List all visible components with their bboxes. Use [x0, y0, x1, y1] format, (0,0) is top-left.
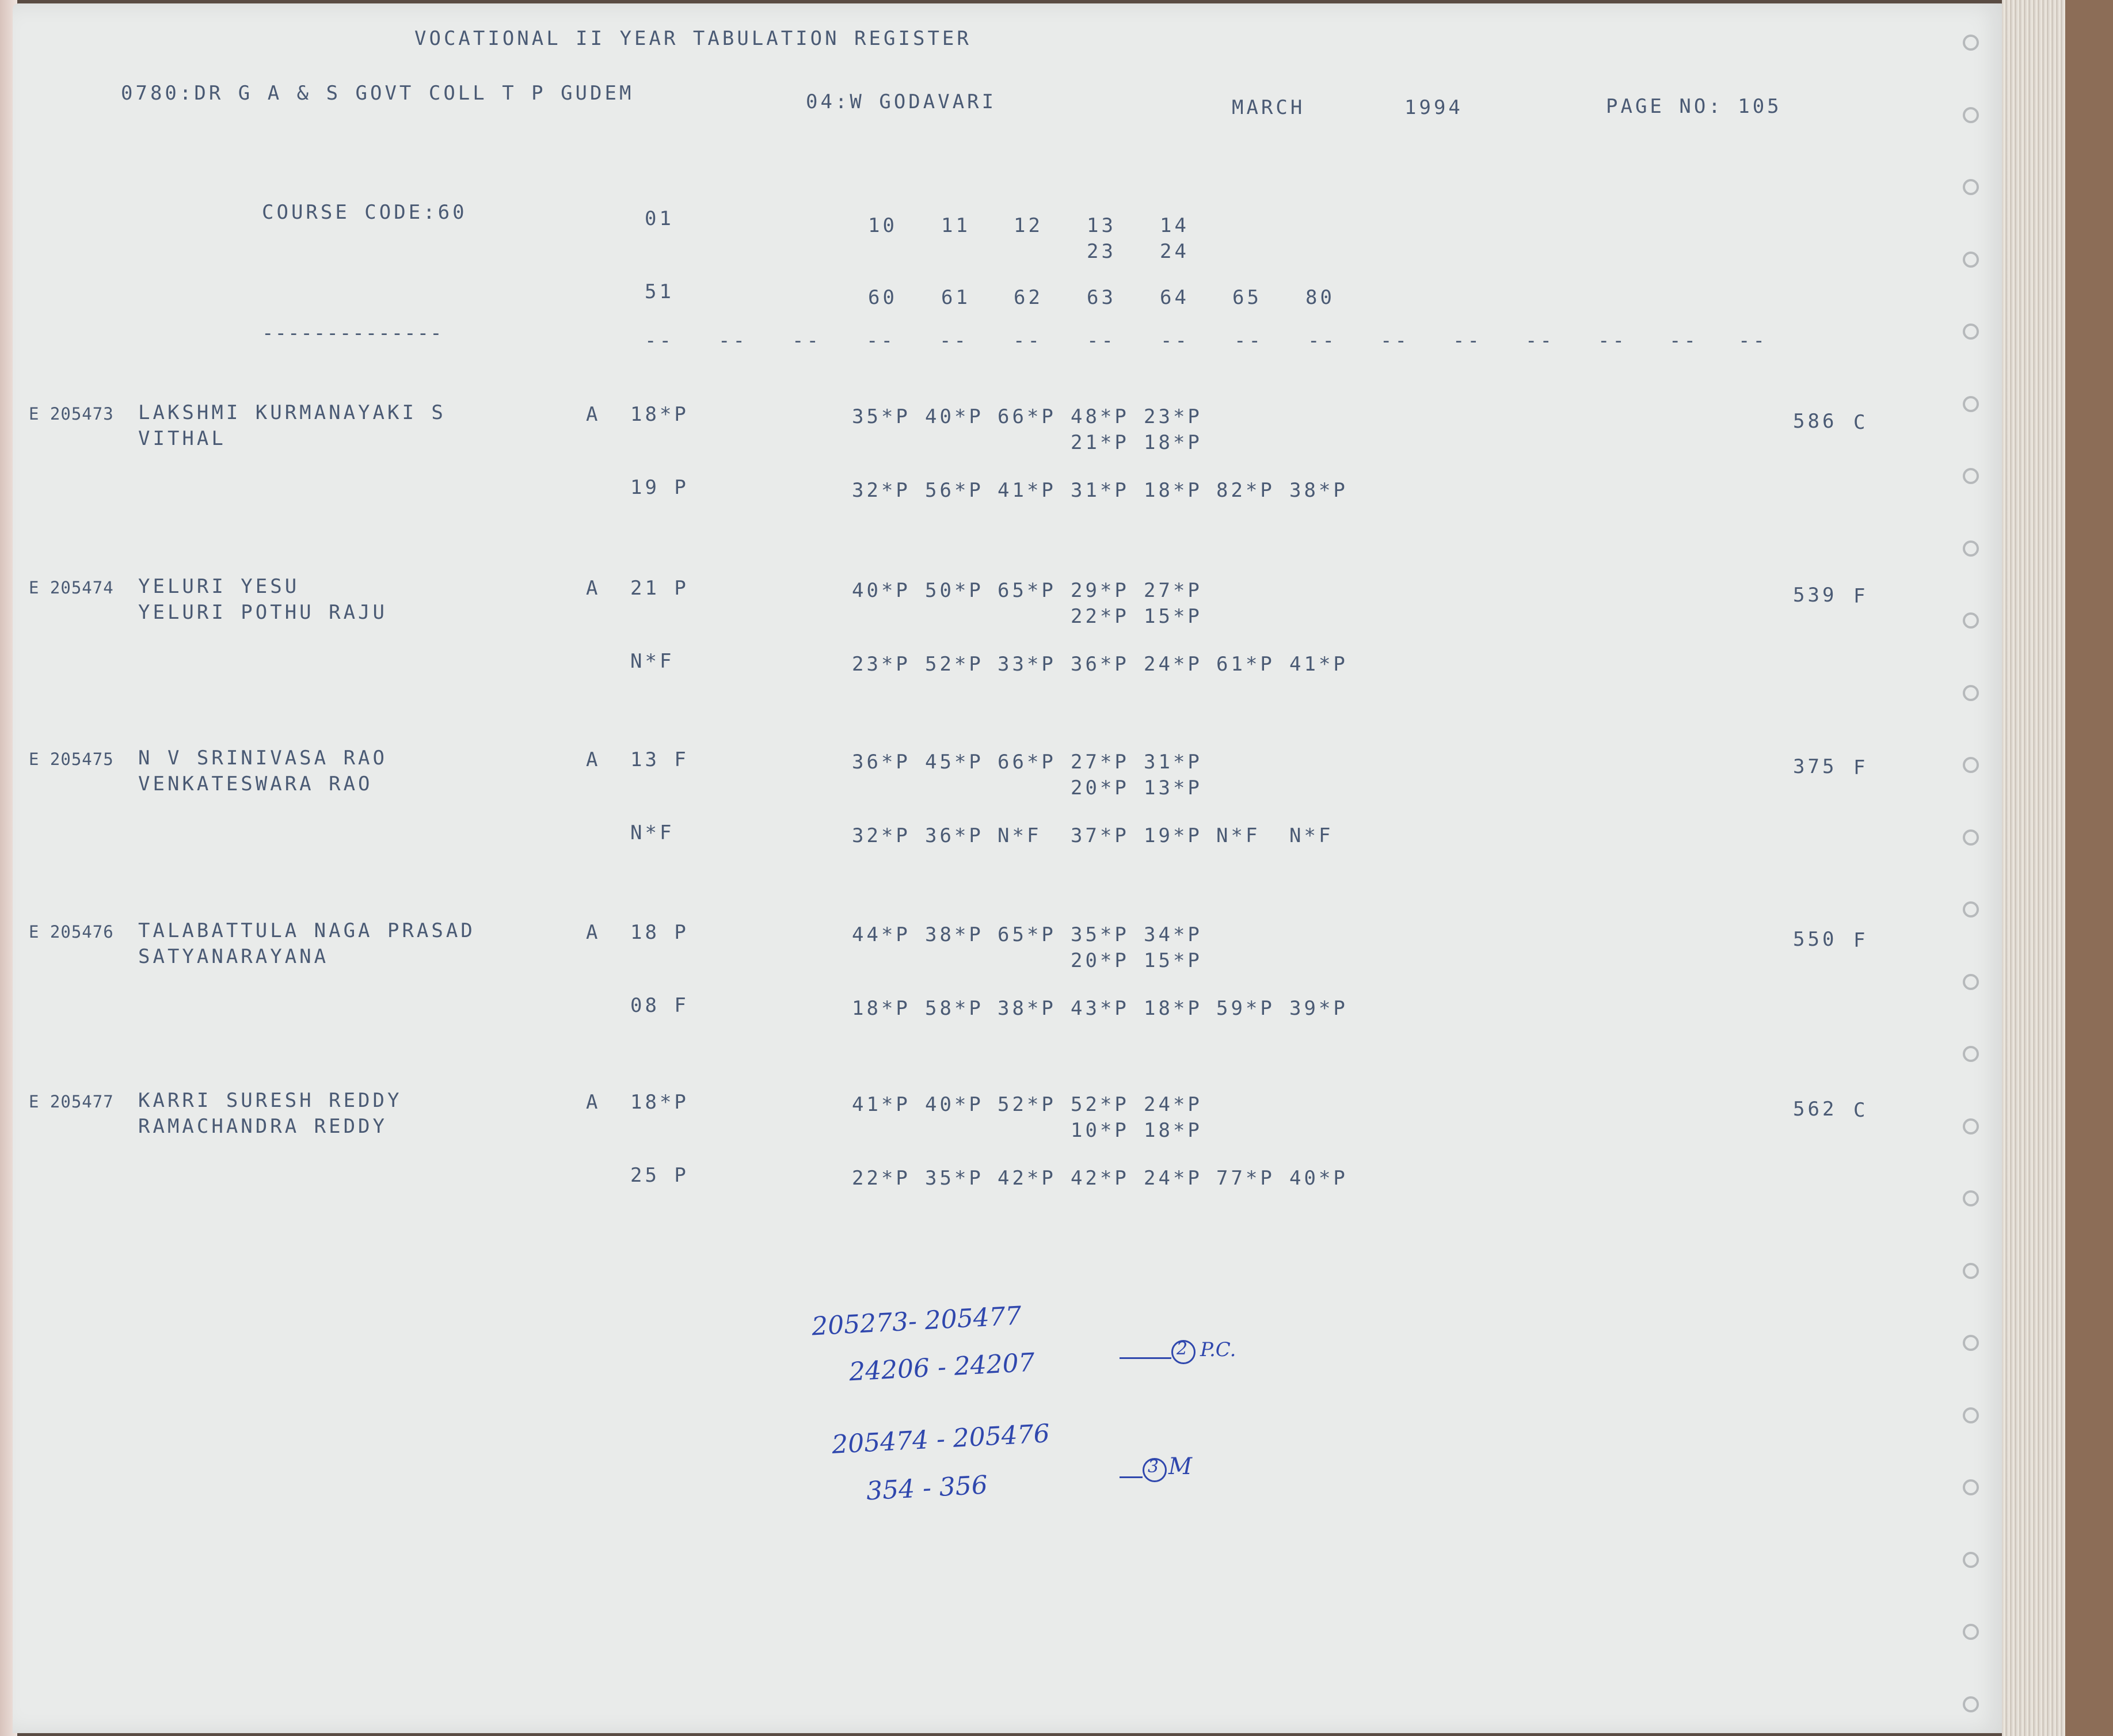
grade: A	[586, 921, 601, 944]
subject-mark: 36*P	[925, 824, 984, 847]
handwritten-dash-1	[1120, 1357, 1171, 1359]
subject-mark: 27*P	[1071, 751, 1129, 774]
subject-mark: 40*P	[925, 1093, 984, 1116]
subject-mark: 13*P	[1144, 776, 1202, 800]
subject-mark: 22*P	[1071, 605, 1129, 628]
subject-mark: 40*P	[1289, 1167, 1348, 1190]
subject-mark: 18*P	[1144, 997, 1202, 1020]
column-dash: --	[1160, 329, 1190, 352]
mark-second-subject: N*F	[630, 650, 675, 673]
subject-mark: 36*P	[1071, 653, 1129, 676]
subject-mark: 50*P	[925, 579, 984, 602]
punch-hole	[1963, 1624, 1979, 1640]
subject-mark: 20*P	[1071, 776, 1129, 800]
subject-mark: 58*P	[925, 997, 984, 1020]
subject-mark: 24*P	[1144, 653, 1202, 676]
subject-mark: 24*P	[1144, 1093, 1202, 1116]
subject-mark: 65*P	[998, 579, 1056, 602]
subject-mark: 15*P	[1144, 605, 1202, 628]
total-marks: 375	[1793, 755, 1837, 778]
column-dash: --	[1669, 329, 1699, 352]
subject-mark: 23*P	[1144, 405, 1202, 428]
course-code-cell: 60	[868, 286, 897, 309]
subject-mark: 38*P	[1289, 479, 1348, 502]
course-code-cell: 14	[1160, 214, 1189, 237]
register-page	[13, 3, 2004, 1733]
handwritten-circle-1-number: 2	[1177, 1339, 1188, 1359]
punch-hole	[1963, 974, 1979, 990]
punch-hole	[1963, 1479, 1979, 1495]
parent-name: SATYANARAYANA	[138, 945, 329, 968]
course-code-cell: 23	[1087, 240, 1116, 263]
course-code-cell: 10	[868, 214, 897, 237]
punch-hole	[1963, 468, 1979, 484]
subject-mark: 18*P	[1144, 431, 1202, 454]
parent-name: RAMACHANDRA REDDY	[138, 1115, 387, 1138]
subject-mark: 82*P	[1216, 479, 1275, 502]
course-line2: 51	[645, 280, 674, 303]
student-id: E 205477	[29, 1092, 114, 1111]
mark-second-subject: 25 P	[630, 1164, 689, 1187]
subject-mark: N*F	[1216, 824, 1261, 847]
subject-mark: 21*P	[1071, 431, 1129, 454]
subject-mark: N*F	[998, 824, 1042, 847]
mark-first-subject: 18*P	[630, 1091, 689, 1114]
mark-second-subject: N*F	[630, 821, 675, 844]
result-code: C	[1853, 411, 1868, 434]
course-code-cell: 24	[1160, 240, 1189, 263]
subject-mark: 27*P	[1144, 579, 1202, 602]
punch-hole	[1963, 612, 1979, 629]
student-name: YELURI YESU	[138, 575, 300, 598]
handwritten-note-2: M	[1168, 1453, 1192, 1480]
subject-mark: 32*P	[852, 479, 911, 502]
subject-mark: 42*P	[998, 1167, 1056, 1190]
student-name: N V SRINIVASA RAO	[138, 747, 387, 770]
total-marks: 550	[1793, 928, 1837, 951]
subject-mark: 39*P	[1289, 997, 1348, 1020]
handwritten-range-1b: 24206 - 24207	[848, 1347, 1035, 1387]
course-code-cell: 80	[1305, 286, 1335, 309]
parent-name: VITHAL	[138, 427, 226, 450]
mark-second-subject: 19 P	[630, 476, 689, 499]
punch-hole	[1963, 323, 1979, 340]
punch-hole	[1963, 1407, 1979, 1423]
subject-mark: 52*P	[1071, 1093, 1129, 1116]
punch-hole	[1963, 252, 1979, 268]
punch-hole	[1963, 1552, 1979, 1568]
parent-name: YELURI POTHU RAJU	[138, 601, 387, 624]
result-code: F	[1853, 929, 1868, 952]
subject-mark: 24*P	[1144, 1167, 1202, 1190]
column-dash: --	[1308, 329, 1337, 352]
mark-first-subject: 13 F	[630, 748, 689, 771]
column-dash: --	[1380, 329, 1410, 352]
punch-hole	[1963, 35, 1979, 51]
subject-mark: 18*P	[1144, 479, 1202, 502]
subject-mark: 38*P	[925, 923, 984, 946]
course-code-cell: 61	[941, 286, 970, 309]
grade: A	[586, 403, 601, 426]
student-id: E 205476	[29, 922, 114, 942]
mark-first-subject: 21 P	[630, 577, 689, 600]
course-code-cell: 13	[1087, 214, 1116, 237]
course-code-cell: 11	[941, 214, 970, 237]
course-code-cell: 12	[1014, 214, 1043, 237]
course-code-label: COURSE CODE:60	[262, 201, 467, 224]
column-dash: --	[1234, 329, 1263, 352]
course-code-cell: 65	[1232, 286, 1262, 309]
handwritten-dash-2	[1120, 1476, 1143, 1478]
column-dash: --	[792, 329, 821, 352]
parent-name: VENKATESWARA RAO	[138, 772, 373, 795]
course-code-cell: 63	[1087, 286, 1116, 309]
course-line1: 01	[645, 207, 674, 230]
subject-mark: 31*P	[1071, 479, 1129, 502]
result-code: F	[1853, 585, 1868, 608]
total-marks: 562	[1793, 1098, 1837, 1121]
course-code-cell: 62	[1014, 286, 1043, 309]
punch-hole	[1963, 1335, 1979, 1351]
exam-month: MARCH	[1232, 96, 1305, 119]
punch-hole	[1963, 1263, 1979, 1279]
subject-mark: 36*P	[852, 751, 911, 774]
student-name: KARRI SURESH REDDY	[138, 1089, 402, 1112]
punch-hole	[1963, 107, 1979, 123]
subject-mark: 18*P	[1144, 1119, 1202, 1142]
subject-mark: N*F	[1289, 824, 1334, 847]
student-id: E 205473	[29, 404, 114, 424]
subject-mark: 61*P	[1216, 653, 1275, 676]
subject-mark: 66*P	[998, 405, 1056, 428]
student-id: E 205475	[29, 749, 114, 769]
grade: A	[586, 748, 601, 771]
handwritten-range-1: 205273- 205477	[810, 1301, 1022, 1342]
punch-hole	[1963, 1696, 1979, 1712]
subject-mark: 40*P	[852, 579, 911, 602]
course-code-cell: 64	[1160, 286, 1189, 309]
column-dash: --	[939, 329, 969, 352]
result-code: C	[1853, 1099, 1868, 1122]
header-rule: --------------	[262, 322, 443, 345]
grade: A	[586, 577, 601, 600]
subject-mark: 41*P	[1289, 653, 1348, 676]
subject-mark: 23*P	[852, 653, 911, 676]
punch-hole	[1963, 1118, 1979, 1135]
subject-mark: 20*P	[1071, 949, 1129, 972]
subject-mark: 38*P	[998, 997, 1056, 1020]
column-dash: --	[718, 329, 748, 352]
column-dash: --	[866, 329, 896, 352]
punch-hole	[1963, 540, 1979, 557]
subject-mark: 43*P	[1071, 997, 1129, 1020]
punch-hole	[1963, 829, 1979, 846]
exam-year: 1994	[1404, 96, 1463, 119]
subject-mark: 52*P	[998, 1093, 1056, 1116]
punch-hole	[1963, 685, 1979, 701]
subject-mark: 29*P	[1071, 579, 1129, 602]
column-dash: --	[1453, 329, 1482, 352]
punch-hole	[1963, 1046, 1979, 1062]
subject-mark: 22*P	[852, 1167, 911, 1190]
handwritten-range-2: 205474 - 205476	[831, 1419, 1050, 1460]
punch-hole	[1963, 757, 1979, 773]
subject-mark: 48*P	[1071, 405, 1129, 428]
binder-spine	[2065, 0, 2113, 1736]
student-name: LAKSHMI KURMANAYAKI S	[138, 401, 446, 424]
result-code: F	[1853, 756, 1868, 779]
subject-mark: 44*P	[852, 923, 911, 946]
handwritten-note-1: P.C.	[1200, 1338, 1236, 1361]
handwritten-circle-2-number: 3	[1148, 1457, 1159, 1477]
punch-hole	[1963, 396, 1979, 412]
subject-mark: 40*P	[925, 405, 984, 428]
college-name: 0780:DR G A & S GOVT COLL T P GUDEM	[121, 82, 634, 105]
subject-mark: 35*P	[852, 405, 911, 428]
total-marks: 539	[1793, 584, 1837, 607]
register-title: VOCATIONAL II YEAR TABULATION REGISTER	[414, 27, 972, 50]
column-dash: --	[1738, 329, 1768, 352]
subject-mark: 56*P	[925, 479, 984, 502]
subject-mark: 66*P	[998, 751, 1056, 774]
subject-mark: 41*P	[852, 1093, 911, 1116]
mark-first-subject: 18 P	[630, 921, 689, 944]
column-dash: --	[1525, 329, 1555, 352]
subject-mark: 33*P	[998, 653, 1056, 676]
subject-mark: 35*P	[1071, 923, 1129, 946]
page-stack-edge	[2002, 0, 2065, 1736]
subject-mark: 35*P	[925, 1167, 984, 1190]
subject-mark: 31*P	[1144, 751, 1202, 774]
page-number: PAGE NO: 105	[1606, 95, 1782, 118]
district: 04:W GODAVARI	[806, 90, 997, 113]
punch-hole	[1963, 901, 1979, 918]
subject-mark: 45*P	[925, 751, 984, 774]
column-dash: --	[1598, 329, 1627, 352]
column-dash: --	[1087, 329, 1116, 352]
subject-mark: 32*P	[852, 824, 911, 847]
subject-mark: 65*P	[998, 923, 1056, 946]
subject-mark: 34*P	[1144, 923, 1202, 946]
subject-mark: 10*P	[1071, 1119, 1129, 1142]
student-name: TALABATTULA NAGA PRASAD	[138, 919, 475, 942]
subject-mark: 41*P	[998, 479, 1056, 502]
subject-mark: 42*P	[1071, 1167, 1129, 1190]
student-id: E 205474	[29, 578, 114, 597]
column-dash: --	[645, 329, 674, 352]
subject-mark: 19*P	[1144, 824, 1202, 847]
mark-second-subject: 08 F	[630, 994, 689, 1017]
handwritten-range-2b: 354 - 356	[865, 1470, 989, 1506]
mark-first-subject: 18*P	[630, 403, 689, 426]
subject-mark: 59*P	[1216, 997, 1275, 1020]
subject-mark: 37*P	[1071, 824, 1129, 847]
punch-hole	[1963, 1190, 1979, 1206]
grade: A	[586, 1091, 601, 1114]
total-marks: 586	[1793, 410, 1837, 433]
punch-hole	[1963, 179, 1979, 195]
subject-mark: 77*P	[1216, 1167, 1275, 1190]
subject-mark: 15*P	[1144, 949, 1202, 972]
subject-mark: 52*P	[925, 653, 984, 676]
subject-mark: 18*P	[852, 997, 911, 1020]
column-dash: --	[1013, 329, 1042, 352]
